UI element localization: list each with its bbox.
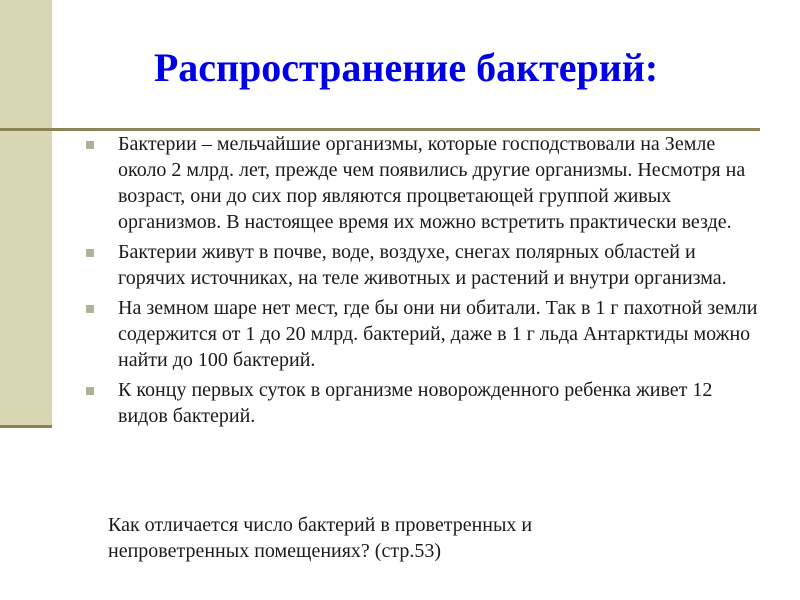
square-bullet-icon	[86, 249, 94, 257]
slide-title: Распространение бактерий:	[153, 45, 659, 90]
bullet-text: На земном шаре нет мест, где бы они ни обитали. Так в 1 г пахотной земли содержится от 1 до 20 млрд. бактерий, даже в 1 г льда Антарктиды можно найти до 100 бактерий.	[118, 297, 758, 371]
left-bar-divider-line	[0, 425, 52, 428]
bullet-list	[86, 131, 766, 433]
square-bullet-icon	[86, 141, 94, 149]
bullet-item	[86, 295, 766, 373]
bullet-text: К концу первых суток в организме новорожденного ребенка живет 12 видов бактерий.	[118, 379, 713, 427]
left-decorative-bar	[0, 0, 52, 426]
bullet-item	[86, 239, 766, 291]
bullet-item	[86, 377, 766, 429]
square-bullet-icon	[86, 387, 94, 395]
bullet-item	[86, 131, 766, 235]
bullet-text: Бактерии – мельчайшие организмы, которые господствовали на Земле около 2 млрд. лет, прежде чем появились другие организмы. Несмотря на возраст, они до сих пор являются процветающей группой живых организмов. В настоящее время их можно встретить практически везде.	[118, 133, 746, 233]
question-text: Как отличается число бактерий в проветренных и непроветренных помещениях? (стр.53)	[108, 514, 533, 562]
square-bullet-icon	[86, 305, 94, 313]
bullet-text: Бактерии живут в почве, воде, воздухе, снегах полярных областей и горячих источниках, на теле животных и растений и внутри организма.	[118, 241, 727, 289]
